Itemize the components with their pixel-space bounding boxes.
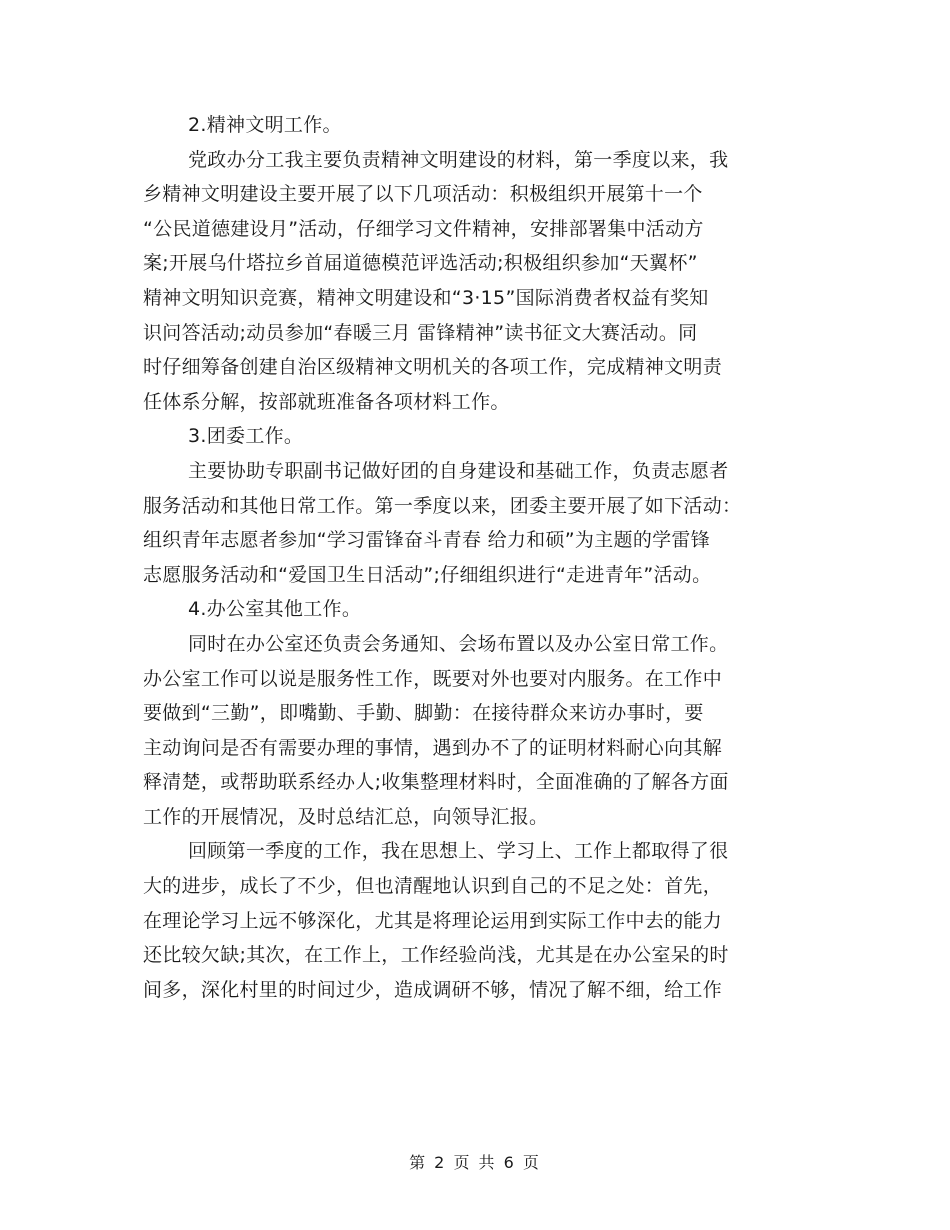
paragraph-line: 大的进步，成长了不少，但也清醒地认识到自己的不足之处：首先， (143, 875, 723, 898)
paragraph-line: 党政办分工我主要负责精神文明建设的材料，第一季度以来，我 (188, 148, 729, 171)
page-number-footer: 第 2 页 共 6 页 (409, 1153, 541, 1172)
paragraph-line: 案;开展乌什塔拉乡首届道德模范评选活动;积极组织参加“天翼杯” (143, 252, 698, 275)
paragraph-line: 组织青年志愿者参加“学习雷锋奋斗青春 给力和硕”为主题的学雷锋 (143, 529, 711, 552)
paragraph-line: 释清楚，或帮助联系经办人;收集整理材料时，全面准确的了解各方面 (143, 771, 729, 794)
section-heading-2: 2.精神文明工作。 (188, 114, 342, 136)
paragraph-line: 志愿服务活动和“爱国卫生日活动”;仔细组织进行“走进青年”活动。 (143, 563, 712, 586)
paragraph-line: 还比较欠缺;其次，在工作上，工作经验尚浅，尤其是在办公室呆的时 (143, 944, 729, 967)
document-body (143, 108, 813, 1007)
section-heading-3: 3.团委工作。 (188, 425, 304, 448)
paragraph-line: 主要协助专职副书记做好团的自身建设和基础工作，负责志愿者 (188, 459, 729, 482)
paragraph-line: 识问答活动;动员参加“春暖三月 雷锋精神”读书征文大赛活动。同 (143, 321, 698, 344)
paragraph-line: 同时在办公室还负责会务通知、会场布置以及办公室日常工作。 (188, 632, 729, 655)
paragraph-line: 要做到“三勤”，即嘴勤、手勤、脚勤：在接待群众来访办事时，要 (143, 702, 704, 725)
paragraph-line: 办公室工作可以说是服务性工作，既要对外也要对内服务。在工作中 (143, 667, 723, 690)
paragraph-line: 在理论学习上远不够深化，尤其是将理论运用到实际工作中去的能力 (143, 909, 723, 932)
paragraph-line: 工作的开展情况，及时总结汇总，向领导汇报。 (143, 805, 549, 828)
paragraph-line: 时仔细筹备创建自治区级精神文明机关的各项工作，完成精神文明责 (143, 356, 723, 379)
paragraph-line: 精神文明知识竞赛，精神文明建设和“3·15”国际消费者权益有奖知 (143, 286, 709, 309)
paragraph-line: 乡精神文明建设主要开展了以下几项活动：积极组织开展第十一个 (143, 183, 703, 206)
paragraph-line: “公民道德建设月”活动，仔细学习文件精神，安排部署集中活动方 (143, 217, 704, 240)
paragraph-line: 间多，深化村里的时间过少，造成调研不够，情况了解不细，给工作 (143, 978, 723, 1001)
paragraph-line: 任体系分解，按部就班准备各项材料工作。 (143, 390, 510, 413)
section-heading-4: 4.办公室其他工作。 (188, 598, 362, 621)
paragraph-line: 主动询问是否有需要办理的事情，遇到办不了的证明材料耐心向其解 (143, 736, 723, 759)
paragraph-line: 回顾第一季度的工作，我在思想上、学习上、工作上都取得了很 (188, 840, 729, 863)
paragraph-line: 服务活动和其他日常工作。第一季度以来，团委主要开展了如下活动： (143, 494, 742, 517)
